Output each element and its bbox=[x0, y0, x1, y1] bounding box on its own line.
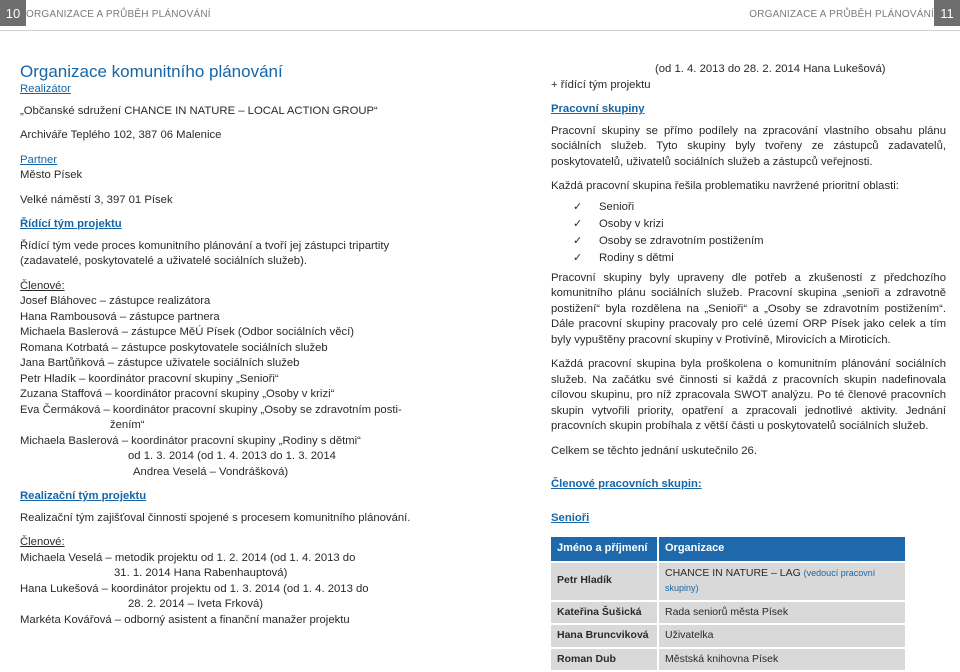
table-row bbox=[551, 602, 905, 624]
ridici-heading: Řídící tým projektu bbox=[20, 218, 122, 230]
check-icon: ✓ bbox=[573, 251, 583, 264]
column-header: Jméno a příjmení bbox=[551, 537, 657, 561]
list-item: ✓ Osoby v krizi bbox=[573, 216, 946, 233]
list-item: ✓ Rodiny s dětmi bbox=[573, 250, 946, 267]
seniori-table bbox=[549, 535, 907, 672]
table-row bbox=[551, 563, 905, 600]
org-cell: Městská knihovna Písek bbox=[659, 649, 905, 671]
name-cell: Petr Hladík bbox=[551, 563, 657, 600]
team-line: Michaela Veselá – metodik projektu od 1. 2. 2014 (od 1. 4. 2013 do bbox=[20, 551, 356, 564]
list-item: ✓ Senioři bbox=[573, 199, 946, 216]
check-icon: ✓ bbox=[573, 217, 583, 230]
member-line: Romana Kotrbatá – zástupce poskytovatele sociálních služeb bbox=[20, 341, 328, 354]
member-line: Michaela Baslerová – zástupce MěÚ Písek (Odbor sociálních věcí) bbox=[20, 326, 355, 338]
team-line-cont: 31. 1. 2014 Hana Rabenhauptová) bbox=[114, 567, 288, 579]
left-running-head: ORGANIZACE A PRŮBĚH PLÁNOVÁNÍ bbox=[26, 9, 211, 20]
realizator-heading: Realizátor bbox=[20, 83, 71, 95]
partner-heading: Partner bbox=[20, 153, 58, 166]
paragraph-3: Každá pracovní skupina byla proškolena o komunitním plánování sociálních služeb. Na začátku své činnosti si každá z pracovních skupin nadefinovala cílovou skupinu, pro níž zpracovala SWOT analýzu. Po té členové pracovních skupin vytvořili priority, opatření a zpracovali jednotlivé aktivity. Jednání pracovních skupin probíhala z větší části u poskytovatelů sociálních služeb. bbox=[551, 358, 946, 432]
page-header bbox=[0, 0, 960, 26]
left-page-column bbox=[20, 62, 415, 628]
member-line-cont: od 1. 3. 2014 (od 1. 4. 2013 do 1. 3. 2014 bbox=[128, 450, 336, 462]
partner-name: Město Písek bbox=[20, 169, 83, 181]
column-header: Organizace bbox=[659, 537, 905, 561]
group-list bbox=[551, 199, 946, 267]
left-page-number: 10 bbox=[0, 0, 26, 26]
member-line-cont: Andrea Veselá – Vondrášková) bbox=[133, 465, 289, 478]
realizator-name: „Občanské sdružení CHANCE IN NATURE – LOCAL ACTION GROUP“ bbox=[20, 104, 378, 117]
table-header-row bbox=[551, 537, 905, 561]
team-line: Hana Lukešová – koordinátor projektu od 1. 3. 2014 (od 1. 4. 2013 do bbox=[20, 582, 369, 595]
continued-line-2: + řídící tým projektu bbox=[551, 78, 651, 91]
team-line-cont: 28. 2. 2014 – Iveta Frková) bbox=[128, 598, 264, 610]
name-cell: Roman Dub bbox=[551, 649, 657, 671]
name-cell: Kateřina Šušická bbox=[551, 602, 657, 624]
member-line: Josef Bláhovec – zástupce realizátora bbox=[20, 295, 211, 307]
realizacni-text: Realizační tým zajišťoval činnosti spojené s procesem komunitního plánování. bbox=[20, 511, 411, 524]
member-line: Jana Bartůňková – zástupce uživatele sociálních služeb bbox=[20, 357, 300, 369]
page-title: Organizace komunitního plánování bbox=[20, 62, 283, 81]
paragraph-4: Celkem se těchto jednání uskutečnilo 26. bbox=[551, 444, 757, 457]
right-page-column bbox=[551, 62, 946, 672]
header-rule bbox=[0, 30, 960, 31]
check-icon: ✓ bbox=[573, 234, 583, 247]
team-line: Markéta Kovářová – odborný asistent a finanční manažer projektu bbox=[20, 613, 350, 626]
org-cell: CHANCE IN NATURE – LAG (vedoucí pracovní skupiny) bbox=[659, 563, 905, 600]
ridici-text: Řídící tým vede proces komunitního plánování a tvoří jej zástupci tripartity (zadavatelé, poskytovatelé a uživatelé sociálních služeb). bbox=[20, 239, 390, 267]
table-row bbox=[551, 625, 905, 647]
partner-address: Velké náměstí 3, 397 01 Písek bbox=[20, 193, 173, 206]
realizator-address: Archiváře Teplého 102, 387 06 Malenice bbox=[20, 129, 222, 141]
check-icon: ✓ bbox=[573, 200, 583, 213]
org-cell: Uživatelka bbox=[659, 625, 905, 647]
pracovni-skupiny-heading: Pracovní skupiny bbox=[551, 103, 645, 115]
member-line: Eva Čermáková – koordinátor pracovní skupiny „Osoby se zdravotním posti- bbox=[20, 403, 402, 416]
continued-line: (od 1. 4. 2013 do 28. 2. 2014 Hana Lukešová) bbox=[655, 63, 886, 75]
pracovni-skupiny-text: Pracovní skupiny se přímo podílely na zpracování vlastního obsahu plánu sociálních služeb. Tyto skupiny byly tvořeny ze zástupců zadavatelů, poskytovatelů, uživatelů sociálních služeb a zástupců veřejnosti. bbox=[551, 124, 946, 168]
members-label: Členové: bbox=[20, 279, 65, 292]
members-heading: Členové pracovních skupin: bbox=[551, 478, 702, 490]
right-running-head: ORGANIZACE A PRŮBĚH PLÁNOVÁNÍ bbox=[749, 9, 934, 20]
member-line-cont: žením“ bbox=[110, 419, 145, 431]
pracovni-skupiny-intro: Každá pracovní skupina řešila problematiku navržené prioritní oblasti: bbox=[551, 180, 899, 192]
name-cell: Hana Bruncviková bbox=[551, 625, 657, 647]
team-label: Členové: bbox=[20, 536, 65, 548]
paragraph-2: Pracovní skupiny byly upraveny dle potřeb a zkušeností z předchozího komunitního plánu sociálních služeb. Pracovní skupina „senioři a zdravotně postižení“ byla rozdělena na „Senioři“ a „Osoby se zdravotním postižením“. Dále pracovní skupiny pracovaly pro celé území ORP Písek jako celek a tím byly vypuštěny pracovní skupiny v Protivíně, Mirovicích a Miroticích. bbox=[551, 271, 946, 346]
member-line: Michaela Baslerová – koordinátor pracovní skupiny „Rodiny s dětmi“ bbox=[20, 434, 361, 447]
realizacni-heading: Realizační tým projektu bbox=[20, 490, 147, 502]
right-page-number: 11 bbox=[934, 0, 960, 26]
member-line: Hana Rambousová – zástupce partnera bbox=[20, 310, 220, 323]
seniori-heading: Senioři bbox=[551, 511, 590, 524]
org-cell: Rada seniorů města Písek bbox=[659, 602, 905, 624]
org-note: (vedoucí pracovní skupiny) bbox=[665, 567, 876, 593]
member-line: Zuzana Staffová – koordinátor pracovní skupiny „Osoby v krizi“ bbox=[20, 388, 335, 400]
list-item: ✓ Osoby se zdravotním postižením bbox=[573, 233, 946, 250]
member-line: Petr Hladík – koordinátor pracovní skupiny „Senioři“ bbox=[20, 372, 279, 385]
